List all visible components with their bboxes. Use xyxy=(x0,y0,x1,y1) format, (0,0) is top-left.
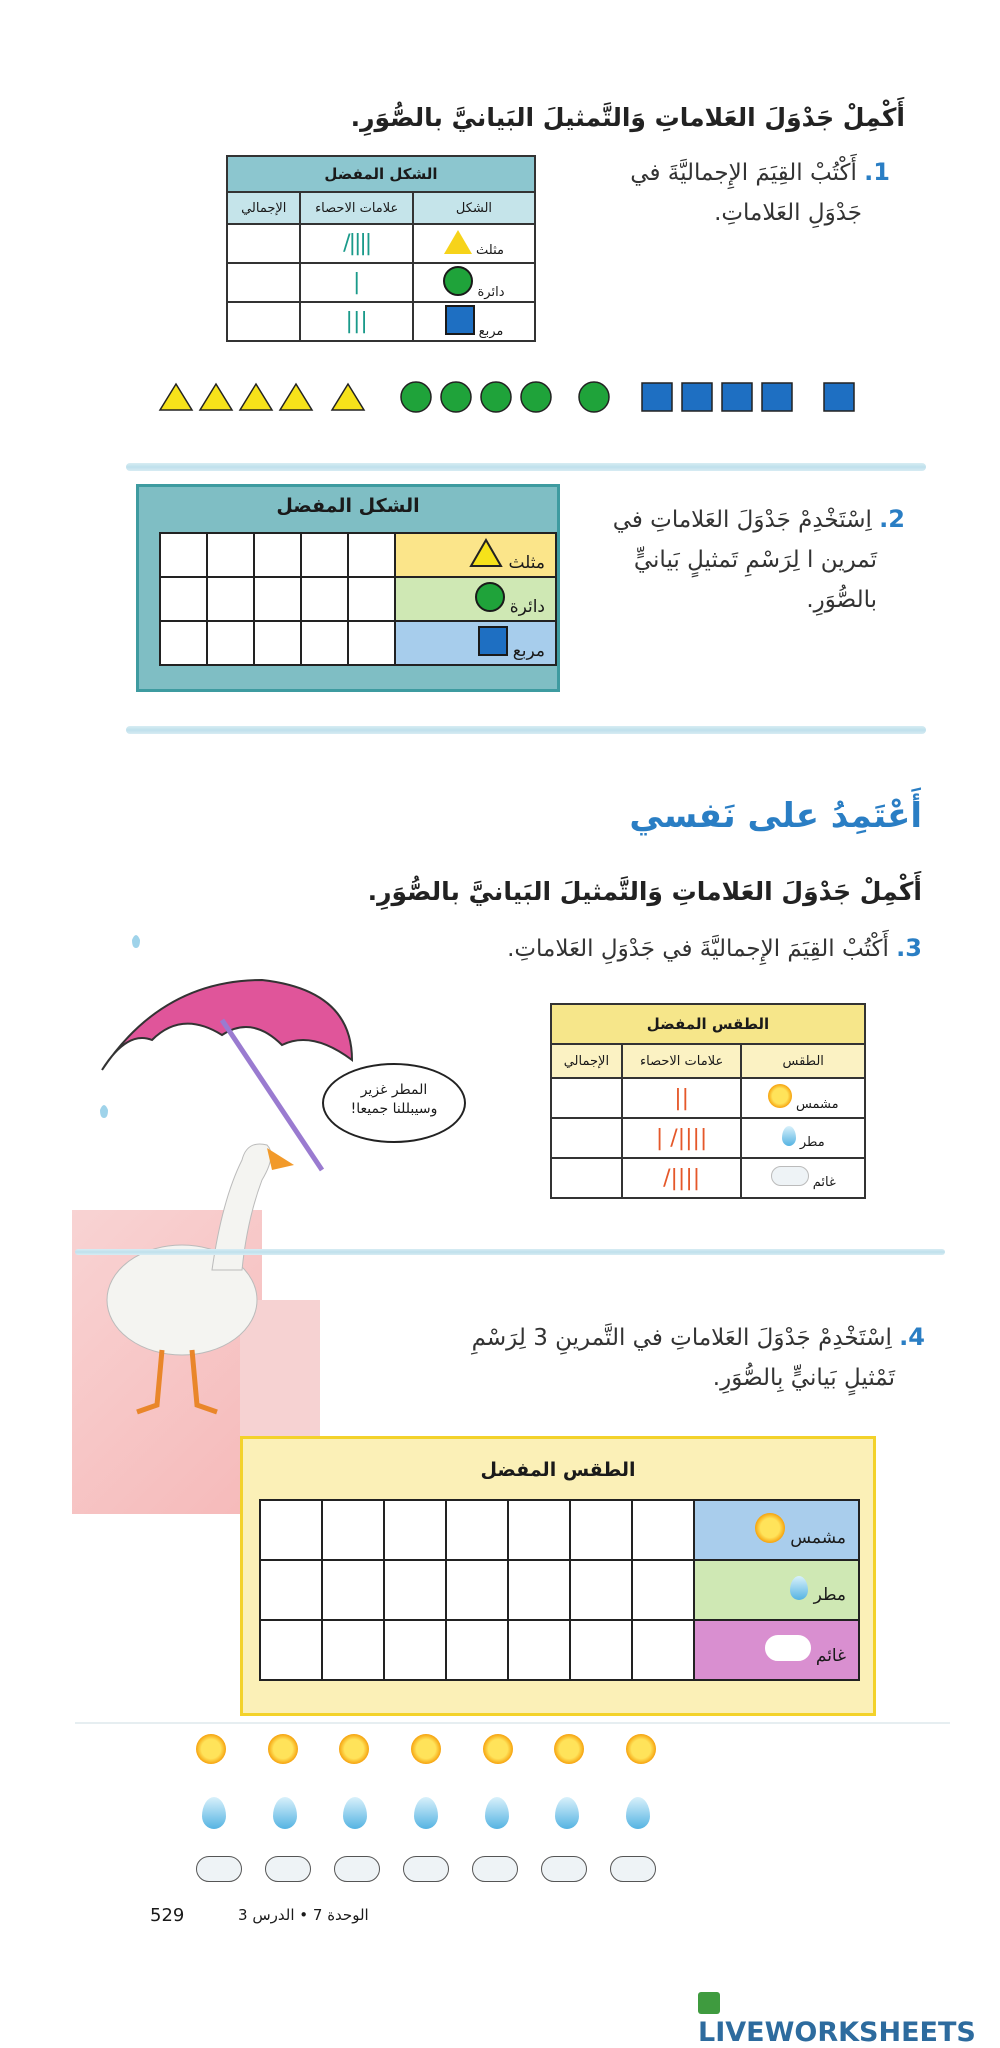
header-tally: علامات الاحصاء xyxy=(300,192,412,224)
square-icon xyxy=(445,305,475,335)
total-input-sunny[interactable] xyxy=(551,1078,622,1118)
raindrop-icon xyxy=(132,935,140,948)
tally-sunny: || xyxy=(622,1078,742,1118)
sun-icon xyxy=(768,1084,792,1108)
circle-icon xyxy=(443,266,473,296)
question-2-text-line1: اِسْتَخْدِمْ جَدْوَلَ العَلاماتِ في xyxy=(612,507,872,533)
raindrop-piece[interactable] xyxy=(273,1797,297,1829)
square-piece[interactable] xyxy=(722,383,752,411)
row-cloudy xyxy=(741,1158,865,1198)
umbrella-handle xyxy=(222,1020,322,1170)
cloudy-row-label: غائم xyxy=(812,1175,836,1190)
graph-2-row-cloudy xyxy=(694,1620,859,1680)
sun-piece[interactable] xyxy=(339,1734,369,1764)
raindrop-icon xyxy=(782,1126,796,1146)
sunny-row-label: مشمس xyxy=(795,1097,839,1112)
graph-cell[interactable] xyxy=(207,621,254,665)
goose-umbrella-illustration xyxy=(72,920,372,1420)
graph-cell[interactable] xyxy=(160,533,207,577)
cloud-piece[interactable] xyxy=(196,1856,242,1882)
graph-cell[interactable] xyxy=(160,621,207,665)
weather-tally-table xyxy=(550,1003,866,1199)
total-input-cloudy[interactable] xyxy=(551,1158,622,1198)
circle-piece[interactable] xyxy=(441,382,471,412)
instruction-2: أَكْمِلْ جَدْوَلَ العَلاماتِ وَالتَّمثيلَ البَيانيَّ بالصُّوَرِ. xyxy=(367,877,922,906)
question-1-number: 1. xyxy=(864,158,890,186)
raindrop-piece[interactable] xyxy=(555,1797,579,1829)
divider xyxy=(126,463,926,471)
square-icon xyxy=(478,626,508,656)
header-total: الإجمالي xyxy=(551,1044,622,1078)
square-row-label: مربع xyxy=(478,323,504,339)
shape-tally-table xyxy=(226,155,536,342)
sun-icon xyxy=(755,1513,785,1543)
graph-1-row-triangle xyxy=(395,533,556,577)
question-1-text-line1: أَكْتُبْ القِيَمَ الإِجماليَّةَ في xyxy=(630,160,857,186)
graph-1-row-circle xyxy=(395,577,556,621)
graph-1-title: الشكل المفضل xyxy=(276,495,420,517)
graph-cell[interactable] xyxy=(207,577,254,621)
graph-cell[interactable] xyxy=(160,577,207,621)
row-sunny xyxy=(741,1078,865,1118)
raindrop-icon xyxy=(100,1105,108,1118)
header-weather: الطقس xyxy=(741,1044,865,1078)
draggable-shapes-row xyxy=(158,380,858,420)
question-4-text-line1: اِسْتَخْدِمْ جَدْوَلَ العَلاماتِ في التَّمرينِ 3 لِرَسْمِ xyxy=(471,1325,892,1351)
triangle-piece[interactable] xyxy=(332,384,364,410)
sun-piece[interactable] xyxy=(554,1734,584,1764)
raindrop-piece[interactable] xyxy=(414,1797,438,1829)
row-circle xyxy=(413,263,535,302)
question-3-number: 3. xyxy=(896,934,922,962)
graph-2-row-sunny xyxy=(694,1500,859,1560)
triangle-icon xyxy=(444,230,472,254)
question-4-text-line2: تَمْثيلٍ بَيانيٍّ بِالصُّوَرِ. xyxy=(712,1365,895,1391)
graph-cell[interactable] xyxy=(384,1500,446,1560)
sun-piece[interactable] xyxy=(483,1734,513,1764)
header-tally: علامات الاحصاء xyxy=(622,1044,742,1078)
divider xyxy=(75,1722,950,1724)
question-4-number: 4. xyxy=(899,1323,925,1351)
graph-cell[interactable] xyxy=(322,1500,384,1560)
divider xyxy=(126,726,926,734)
graph-cell[interactable] xyxy=(446,1500,508,1560)
triangle-piece[interactable] xyxy=(160,384,192,410)
circle-piece[interactable] xyxy=(401,382,431,412)
question-3-text: أَكْتُبْ القِيَمَ الإِجماليَّةَ في جَدْوَلِ العَلاماتِ. xyxy=(507,936,889,962)
section-heading: أَعْتَمِدُ على نَفسي xyxy=(629,796,922,836)
graph-2-row-label: مطر xyxy=(813,1584,846,1605)
triangle-piece[interactable] xyxy=(200,384,232,410)
question-1 xyxy=(560,152,890,233)
square-piece[interactable] xyxy=(824,383,854,411)
question-2-text-line3: بالصُّوَرِ. xyxy=(806,587,877,613)
graph-cell[interactable] xyxy=(570,1500,632,1560)
sun-piece[interactable] xyxy=(411,1734,441,1764)
graph-cell[interactable] xyxy=(446,1560,508,1620)
total-input-square[interactable] xyxy=(227,302,300,341)
cloud-icon xyxy=(765,1635,811,1661)
triangle-piece[interactable] xyxy=(280,384,312,410)
goose-beak xyxy=(267,1148,294,1170)
rain-row-label: مطر xyxy=(799,1135,825,1150)
graph-cell[interactable] xyxy=(254,621,301,665)
graph-cell[interactable] xyxy=(322,1560,384,1620)
shape-pieces xyxy=(158,380,858,420)
graph-cell[interactable] xyxy=(570,1620,632,1680)
sun-piece[interactable] xyxy=(268,1734,298,1764)
graph-cell[interactable] xyxy=(632,1500,694,1560)
circle-piece[interactable] xyxy=(481,382,511,412)
tally-triangle: ||||/ xyxy=(300,224,412,263)
graph-cell[interactable] xyxy=(301,621,348,665)
question-2-number: 2. xyxy=(879,505,905,533)
graph-cell[interactable] xyxy=(207,533,254,577)
circle-piece[interactable] xyxy=(521,382,551,412)
draggable-weather-pieces xyxy=(196,1728,656,1878)
triangle-icon xyxy=(469,538,503,568)
cloud-piece[interactable] xyxy=(541,1856,587,1882)
triangle-row-label: مثلث xyxy=(476,242,504,258)
header-shape: الشكل xyxy=(413,192,535,224)
shape-picture-graph xyxy=(136,484,560,692)
weather-picture-graph xyxy=(240,1436,876,1716)
graph-cell[interactable] xyxy=(260,1560,322,1620)
graph-cell[interactable] xyxy=(254,533,301,577)
circle-piece[interactable] xyxy=(579,382,609,412)
question-2 xyxy=(565,499,905,620)
graph-cell[interactable] xyxy=(508,1560,570,1620)
page-number: 529 xyxy=(150,1905,185,1926)
unit-lesson: الوحدة 7 • الدرس 3 xyxy=(238,1906,369,1924)
graph-1-row-label: مثلث xyxy=(508,552,545,573)
graph-cell[interactable] xyxy=(254,577,301,621)
total-input-triangle[interactable] xyxy=(227,224,300,263)
graph-2-title: الطقس المفضل xyxy=(480,1459,636,1481)
question-2-text-line2: تَمرين ا لِرَسْمِ تَمثيلٍ بَيانيٍّ xyxy=(633,547,877,573)
header-total: الإجمالي xyxy=(227,192,300,224)
cloud-icon xyxy=(771,1166,809,1186)
circle-row-label: دائرة xyxy=(477,284,505,300)
question-3 xyxy=(507,928,922,969)
instruction-1: أَكْمِلْ جَدْوَلَ العَلاماتِ وَالتَّمثيلَ البَيانيَّ بالصُّوَرِ. xyxy=(350,103,905,132)
graph-cell[interactable] xyxy=(301,533,348,577)
weather-table-title: الطقس المفضل xyxy=(551,1004,865,1044)
speech-bubble xyxy=(322,1063,466,1143)
square-piece[interactable] xyxy=(682,383,712,411)
graph-cell[interactable] xyxy=(322,1620,384,1680)
tally-table-title: الشكل المفضل xyxy=(227,156,535,192)
row-triangle xyxy=(413,224,535,263)
graph-2-row-rain xyxy=(694,1560,859,1620)
graph-cell[interactable] xyxy=(348,621,395,665)
brand-logo-icon xyxy=(698,1992,720,2014)
graph-cell[interactable] xyxy=(632,1620,694,1680)
tally-cloudy: ||||/ xyxy=(622,1158,742,1198)
circle-icon xyxy=(475,582,505,612)
tally-rain: ||||/ | xyxy=(622,1118,742,1158)
graph-cell[interactable] xyxy=(632,1560,694,1620)
cloud-piece[interactable] xyxy=(403,1856,449,1882)
graph-2-row-label: مشمس xyxy=(790,1527,846,1548)
graph-2-row-label: غائم xyxy=(815,1645,846,1666)
speech-bubble-text: المطر غزير وسيبللنا جميعا! xyxy=(350,1082,438,1117)
raindrop-piece[interactable] xyxy=(202,1797,226,1829)
graph-cell[interactable] xyxy=(348,577,395,621)
divider xyxy=(75,1249,945,1255)
sun-piece[interactable] xyxy=(196,1734,226,1764)
cloud-piece[interactable] xyxy=(472,1856,518,1882)
raindrop-piece[interactable] xyxy=(626,1797,650,1829)
goose-legs xyxy=(137,1350,217,1412)
graph-cell[interactable] xyxy=(384,1620,446,1680)
square-piece[interactable] xyxy=(642,383,672,411)
graph-cell[interactable] xyxy=(446,1620,508,1680)
total-input-rain[interactable] xyxy=(551,1118,622,1158)
raindrop-piece[interactable] xyxy=(485,1797,509,1829)
row-square xyxy=(413,302,535,341)
tally-circle: | xyxy=(300,263,412,302)
question-1-text-line2: جَدْوَلِ العَلاماتِ. xyxy=(714,200,862,226)
question-4 xyxy=(385,1317,925,1398)
graph-cell[interactable] xyxy=(508,1620,570,1680)
triangle-piece[interactable] xyxy=(240,384,272,410)
tally-square: ||| xyxy=(300,302,412,341)
sun-piece[interactable] xyxy=(626,1734,656,1764)
brand-logo xyxy=(698,1986,1000,2048)
graph-cell[interactable] xyxy=(301,577,348,621)
total-input-circle[interactable] xyxy=(227,263,300,302)
graph-cell[interactable] xyxy=(348,533,395,577)
brand-name: LIVEWORKSHEETS xyxy=(698,2017,976,2048)
graph-cell[interactable] xyxy=(384,1560,446,1620)
graph-1-row-square xyxy=(395,621,556,665)
raindrop-piece[interactable] xyxy=(343,1797,367,1829)
cloud-piece[interactable] xyxy=(610,1856,656,1882)
cloud-piece[interactable] xyxy=(334,1856,380,1882)
graph-cell[interactable] xyxy=(570,1560,632,1620)
cloud-piece[interactable] xyxy=(265,1856,311,1882)
raindrop-icon xyxy=(790,1576,808,1600)
graph-cell[interactable] xyxy=(260,1500,322,1560)
graph-1-row-label: دائرة xyxy=(509,596,545,617)
graph-cell[interactable] xyxy=(508,1500,570,1560)
graph-cell[interactable] xyxy=(260,1620,322,1680)
graph-1-row-label: مربع xyxy=(512,640,545,661)
square-piece[interactable] xyxy=(762,383,792,411)
row-rain xyxy=(741,1118,865,1158)
